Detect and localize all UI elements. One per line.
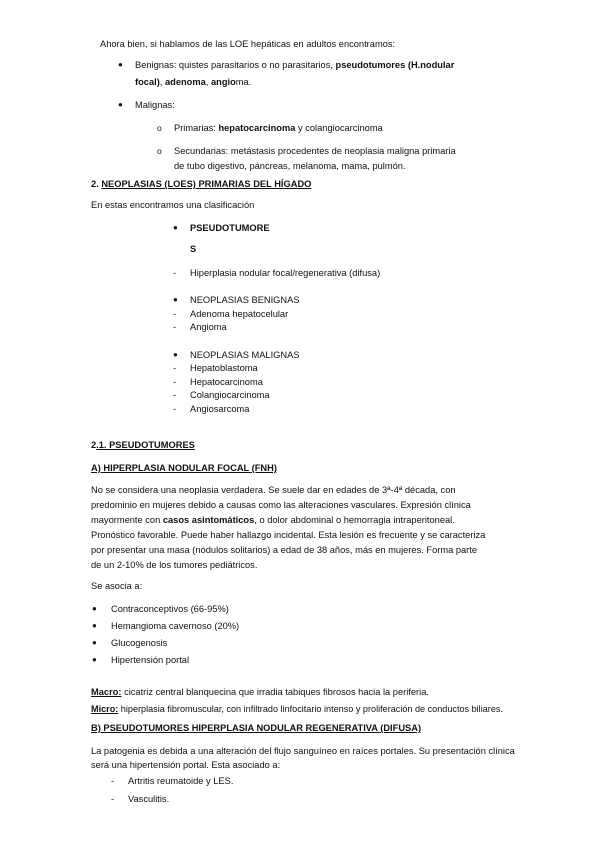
section-2-number: 2.: [91, 179, 102, 189]
fnh-paragraph-line: de un 2-10% de los tumores pediátricos.: [91, 560, 258, 570]
pseudo-item: Hiperplasia nodular focal/regenerativa (difusa): [190, 268, 381, 278]
regen-item: Vasculitis.: [128, 794, 170, 804]
micro-text: hiperplasia fibromuscular, con infiltrado linfocitario intenso y proliferación de conductos biliares.: [118, 704, 503, 714]
benign-adenoma: adenoma: [164, 77, 206, 87]
regen-paragraph-line: La patogenia es debida a una alteración del flujo sanguíneo en raíces portales. Su presentación clínica: [91, 746, 515, 756]
section-2-intro: En estas encontramos una clasificación: [91, 200, 255, 210]
bullet-icon: ●: [92, 604, 97, 613]
section-2-1-number-b: .1.: [96, 440, 107, 450]
dash-icon: -: [173, 322, 177, 332]
benign-sep-2: ,: [205, 77, 211, 87]
macro-text: cicatriz central blanquecina que irradia tabiques fibrosos hacia la periferia.: [121, 687, 429, 697]
pseudo-title-a: PSEUDOTUMORE: [190, 223, 270, 233]
malignant-neoplasm-item: Hepatoblastoma: [190, 363, 258, 373]
intro-text: Ahora bien, si hablamos de las LOE hepáticas en adultos encontramos:: [100, 39, 396, 49]
circle-bullet-icon: o: [157, 146, 162, 156]
fnh-macro: [91, 686, 429, 698]
benign-hnf: (H.nodular: [405, 60, 455, 70]
bullet-icon: ●: [92, 621, 97, 630]
malignant-secondary-1: Secundarias: metástasis procedentes de neoplasia maligna primaria: [174, 146, 456, 156]
bullet-icon: ●: [173, 350, 178, 359]
fnh-p3b: casos asintomáticos: [162, 515, 255, 525]
bullet-icon: ●: [173, 295, 178, 304]
malignant-neoplasm-item: Hepatocarcinoma: [190, 377, 263, 387]
malignant-neoplasms-title: NEOPLASIAS MALIGNAS: [190, 350, 300, 360]
fnh-p3a: mayormente con: [91, 515, 163, 525]
regen-title: B) PSEUDOTUMORES HIPERPLASIA NODULAR REGENERATIVA (DIFUSA): [91, 723, 422, 733]
benign-pseudo: pseudotumores: [335, 60, 406, 70]
bullet-icon: ●: [92, 638, 97, 647]
benign-angioma: angio: [210, 77, 236, 87]
benign-neoplasms-title: NEOPLASIAS BENIGNAS: [190, 295, 300, 305]
malignant-label: Malignas:: [135, 100, 175, 110]
circle-bullet-icon: o: [157, 123, 162, 133]
fnh-assoc-item: Hemangioma cavernoso (20%): [111, 621, 240, 631]
benign-label: Benignas: quistes parasitarios o no parasitarios,: [135, 60, 336, 70]
fnh-paragraph-line: predominio en mujeres debido a causas como las alteraciones vasculares. Expresión clínica: [91, 500, 471, 510]
fnh-title: A) HIPERPLASIA NODULAR FOCAL (FNH): [91, 463, 277, 473]
dash-icon: -: [173, 268, 177, 278]
malignant-primary: [174, 122, 383, 134]
section-2-heading: [91, 178, 311, 190]
primary-bold: hepatocarcinoma: [218, 123, 296, 133]
macro-label: Macro:: [91, 687, 122, 697]
fnh-assoc-item: Hipertensión portal: [111, 655, 190, 665]
dash-icon: -: [111, 776, 115, 786]
benign-line-2: [135, 76, 251, 88]
benign-angioma-rest: ma.: [235, 77, 252, 87]
section-2-title: NEOPLASIAS (LOES) PRIMARIAS DEL HÍGADO: [101, 179, 312, 189]
primary-rest: y colangiocarcinoma: [295, 123, 383, 133]
malignant-neoplasm-item: Angiosarcoma: [190, 404, 250, 414]
benign-focal: focal): [135, 77, 160, 87]
dash-icon: -: [173, 363, 177, 373]
benign-sep-1: ,: [159, 77, 165, 87]
dash-icon: -: [173, 390, 177, 400]
section-2-1-heading: [91, 439, 195, 451]
malignant-secondary-2: de tubo digestivo, páncreas, melanoma, mama, pulmón.: [174, 161, 406, 171]
fnh-assoc-item: Contraconceptivos (66-95%): [111, 604, 229, 614]
fnh-paragraph-line: No se considera una neoplasia verdadera. Se suele dar en edades de 3ª-4ª década, con: [91, 485, 456, 495]
dash-icon: -: [173, 404, 177, 414]
fnh-assoc-item: Glucogenosis: [111, 638, 168, 648]
fnh-paragraph-line: Pronóstico favorable. Puede haber hallazgo incidental. Esta lesión es frecuente y se caracteriza: [91, 530, 486, 540]
bullet-icon: ●: [92, 655, 97, 664]
regen-paragraph-line: será una hipertensión portal. Esta asociado a:: [91, 760, 281, 770]
section-2-1-title: PSEUDOTUMORES: [106, 440, 195, 450]
pseudo-title-b: S: [190, 244, 197, 254]
fnh-micro: [91, 703, 503, 715]
primary-label: Primarias:: [174, 123, 219, 133]
bullet-icon: ●: [173, 223, 178, 232]
fnh-paragraph-line: por presentar una masa (nódulos solitarios) a edad de 38 años, más en mujeres. Forma parte: [91, 545, 478, 555]
dash-icon: -: [111, 794, 115, 804]
fnh-assoc-label: Se asocia a:: [91, 581, 143, 591]
fnh-paragraph-line: [91, 514, 455, 526]
bullet-icon: ●: [118, 60, 123, 69]
benign-line-1: [135, 59, 454, 71]
bullet-icon: ●: [118, 100, 123, 109]
regen-item: Artritis reumatoide y LES.: [128, 776, 234, 786]
fnh-p3c: , o dolor abdominal o hemorragia intraperitoneal.: [254, 515, 455, 525]
benign-neoplasm-item: Angioma: [190, 322, 227, 332]
dash-icon: -: [173, 309, 177, 319]
section-2-1-number-a: 2: [91, 440, 97, 450]
micro-label: Micro:: [91, 704, 119, 714]
benign-neoplasm-item: Adenoma hepatocelular: [190, 309, 289, 319]
malignant-neoplasm-item: Colangiocarcinoma: [190, 390, 270, 400]
dash-icon: -: [173, 377, 177, 387]
